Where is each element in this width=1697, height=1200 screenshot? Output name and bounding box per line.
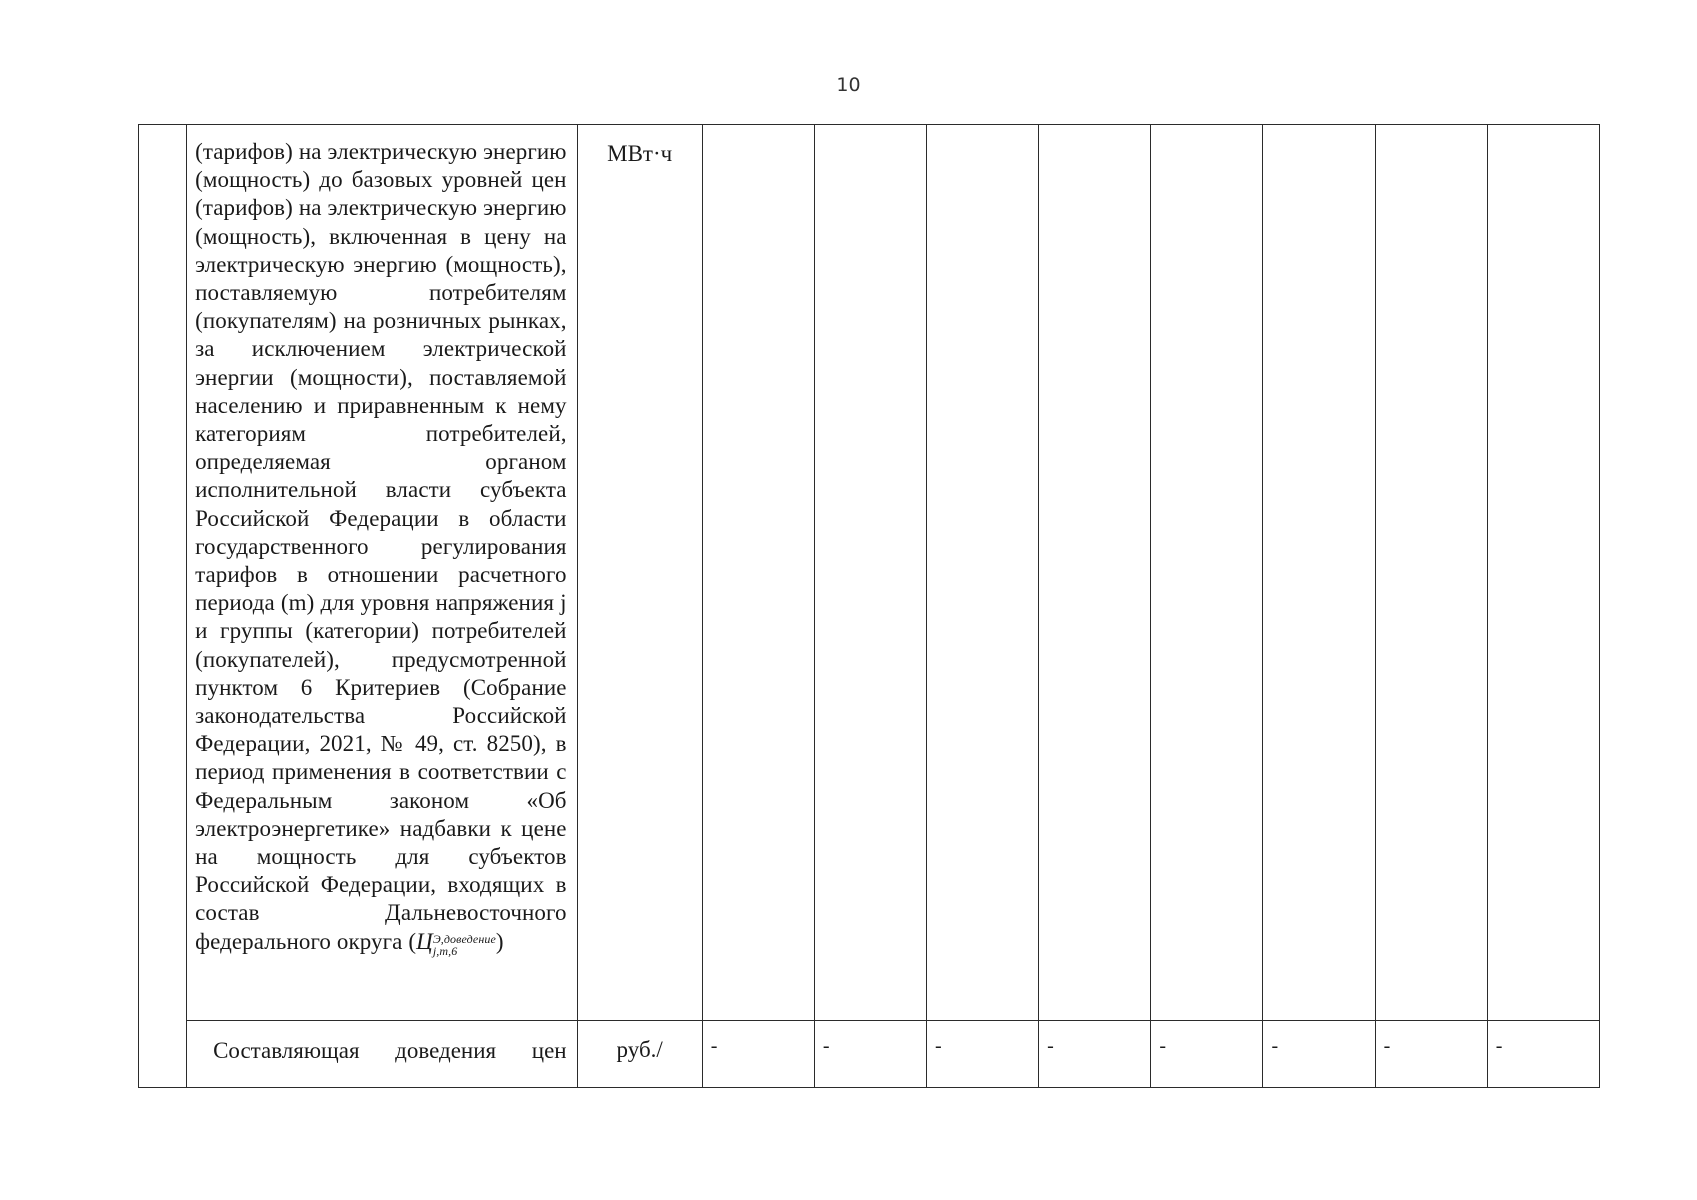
value-cell: - <box>1375 1021 1487 1088</box>
page-number: 10 <box>836 74 861 96</box>
unit-cell: руб./ <box>577 1021 702 1088</box>
value-cell <box>1375 125 1487 1021</box>
value-cell: - <box>1151 1021 1263 1088</box>
value-cell <box>702 125 814 1021</box>
unit-cell: МВт·ч <box>577 125 702 1021</box>
value-cell <box>1487 125 1599 1021</box>
value-cell <box>1263 125 1375 1021</box>
value-cell: - <box>1263 1021 1375 1088</box>
value-cell <box>1151 125 1263 1021</box>
value-cell <box>814 125 926 1021</box>
table-row <box>139 1021 1600 1088</box>
description-cell: Составляющая доведения цен <box>187 1021 578 1088</box>
value-cell: - <box>927 1021 1039 1088</box>
value-cell <box>1039 125 1151 1021</box>
description-cell <box>187 125 578 1021</box>
row-number-cell <box>139 125 187 1088</box>
value-cell <box>927 125 1039 1021</box>
value-cell: - <box>814 1021 926 1088</box>
value-cell: - <box>702 1021 814 1088</box>
price-formula: Ц Э,доведение j,m,6 <box>416 928 496 958</box>
table-row <box>139 125 1600 1021</box>
value-cell: - <box>1487 1021 1599 1088</box>
tariff-table <box>138 124 1600 1088</box>
description-text: (тарифов) на электрическую энергию (мощность) до базовых уровней цен (тарифов) на электрическую энергию (мощность), включенная в цену на электрическую энергию (мощность), поставляемую потребителям (покупателям) на розничных рынках, за исключением электрической энергии (мощности), поставляемой населению и приравненным к нему категориям потребителей, определяемая органом исполнительной власти субъекта Российской Федерации в области государственного регулирования тарифов в отношении расчетного периода (m) для уровня напряжения j и группы (категории) потребителей (покупателей), предусмотренной пунктом 6 Критериев (Собрание законодательства Российской Федерации, 2021, № 49, ст. 8250), в период применения в соответствии с Федеральным законом «Об электроэнергетике» надбавки к цене на мощность для субъектов Российской Федерации, входящих в состав Дальневосточного федерального округа (Ц Э,доведение j,m,6 ) <box>195 139 567 958</box>
value-cell: - <box>1039 1021 1151 1088</box>
